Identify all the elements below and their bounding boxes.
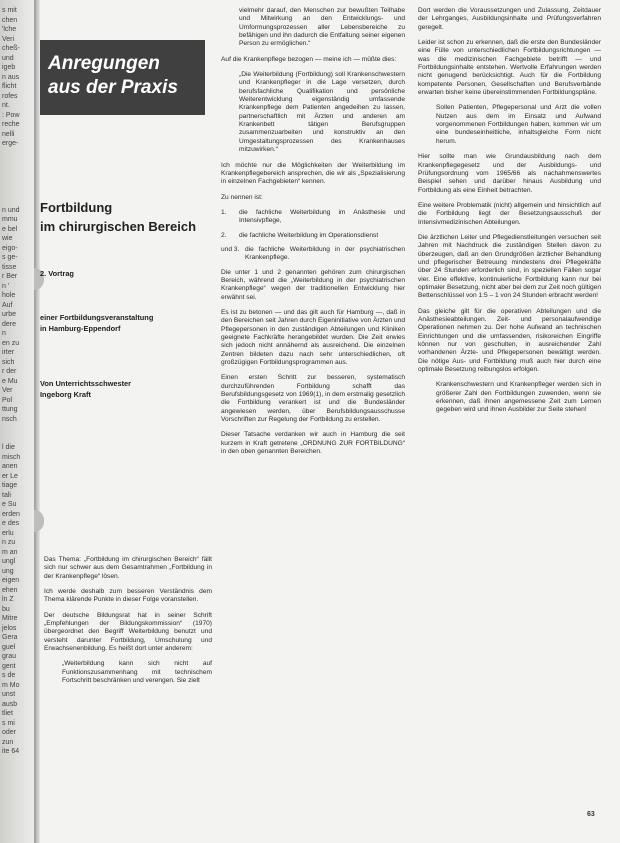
gutter-line: ite 64 (2, 748, 20, 755)
gutter-line: n ' (2, 282, 10, 290)
gutter-line: bu (2, 605, 10, 613)
list-item: 1. die fachliche Weiterbildung im Anästhesie und Intensivpflege, (221, 208, 405, 225)
paragraph: Zu nennen ist: (221, 193, 263, 201)
gutter-line: tliet (2, 710, 13, 717)
gutter-line: igeb (2, 64, 16, 71)
gutter-line (2, 149, 34, 159)
paragraph: Eine weitere Problematik (nicht) allgemein und hinsichtlich auf die Fortbildung liegt der Besetzungsausschuß der Intensivmedizinischen Abteilungen. (418, 201, 601, 226)
gutter-line (2, 177, 34, 187)
gutter-line: ung (2, 567, 14, 575)
gutter-line: hole (2, 292, 16, 299)
paragraph: Einen ersten Schritt zur besseren, systematisch durchzuführenden Fortbildung schafft das Berufsbildungsgesetz von 1969(1), in dem erstmalig gesetzlich die Fortbildung verankert ist und die Bundesländer angewiesen werden, über Berufsbildungsausschusse Vorschriften zur Regelung der Fortbildung zu erstellen. (221, 374, 405, 424)
author-line1: Von Unterrichtsschwester (40, 379, 132, 388)
quote: „Die Weiterbildung (Fortbildung) soll Krankenschwestern und Krankenpfleger in die Lage versetzen, durch berufsfachliche Qualifikation und persönliche Weiterentwicklung eigenständig umfassende Krankenpflege dem Patienten angedeihen zu lassen, partnerschaftlich mit Ärzten und anderen am Krankenbett tätigen Berufsgruppen zusammenzuarbeiten und konstruktiv an den Umgestaltungsprozessen des Krankenhauses mitzuwirken.“ (239, 71, 405, 154)
gutter-line: erlu (2, 529, 14, 537)
gutter-line: r Ber (2, 273, 18, 280)
gutter-line: zun (2, 738, 14, 746)
gutter-line: sich (2, 358, 15, 366)
gutter-line: chen (2, 16, 18, 24)
gutter-line: jelos (2, 624, 17, 632)
gutter-line: Pol (2, 396, 13, 404)
gutter-line: e des (2, 520, 20, 527)
gutter-line: misch (2, 453, 21, 461)
gutter-line: unst (2, 691, 16, 698)
gutter-line: cheß- (2, 45, 20, 52)
paragraph: Dort werden die Voraussetzungen und Zulassung, Zeitdauer der Lehrganges, Ausbildungsinhalte und Prüfungsverfahren geregelt. (418, 7, 601, 31)
gutter-line: s de (2, 672, 16, 679)
lecture-number: 2. Vortrag (40, 269, 74, 278)
quote: „Weiterbildung kann sich nicht auf Funktionszusammenhang mit technischem Fortschritt beschränken und verengen. Sie zielt (62, 660, 212, 685)
gutter-line: tiage (2, 482, 18, 489)
gutter-line: anen (2, 463, 18, 470)
gutter-line: : Pow (2, 111, 20, 119)
gutter-line: e bel (2, 225, 18, 233)
previous-page-text (2, 6, 34, 757)
right-column-text (418, 7, 601, 422)
article-title-line2: im chirurgischen Bereich (40, 219, 197, 234)
gutter-line: urbe (2, 311, 17, 318)
paragraph: Ich möchte nur die Möglichkeiten der Weiterbildung im Krankenpflegebereich ansprechen, die wir als „Spezialisierung in einzelnen Fachgebieten“ kennen. (221, 161, 405, 186)
gutter-line (2, 434, 34, 444)
paragraph: Leider ist schon zu erkennen, daß die erste den Bundesländer eine Fülle von unterschiedlichen Fortbildungsrichtungen — was die medizinischen Fachgebiete betrifft — und Fortbildungsinhalte entstehen. Wertvolle Erfahrungen werden nicht genugend berücksichtigt. Auch für die Fortbildung kompetente Personen, Gesellschaften und Berufsverbände erwarten bisher keine übereinstimmenden Fortbildungspläne. (418, 39, 601, 97)
gutter-line: s ge- (2, 254, 18, 261)
gutter-line: mmu (2, 216, 18, 223)
indented-paragraph: Krankenschwestern und Krankenpfleger werden sich in größerer Zahl den Fortbildungen zuwenden, wenn sie erkennen, daß ihnen angemessene Zeit zum Lernen gegeben wird und ihnen Ausbilder zur Seite stehen! (436, 381, 601, 414)
gutter-line (2, 168, 34, 178)
gutter-line: n (2, 330, 6, 337)
section-banner-title: Anregungen aus der Praxis (48, 53, 178, 98)
gutter-line: l die (2, 444, 15, 451)
paragraph: Auf die Krankenpflege bezogen — meine ich — müßte dies: (221, 55, 397, 63)
gutter-line: grau (2, 653, 17, 660)
list-item: und 3. die fachliche Weiterbildung in der psychiatrischen Krankenpflege. (221, 245, 405, 262)
previous-page-gutter (0, 0, 34, 843)
gutter-line: e Su (2, 501, 17, 508)
gutter-line: ehen (2, 586, 18, 594)
gutter-line: rofes (2, 92, 18, 100)
gutter-line: guel (2, 643, 16, 651)
event-line1: einer Fortbildungsveranstaltung (40, 313, 154, 322)
gutter-line: erge- (2, 140, 19, 147)
gutter-line: oder (2, 729, 17, 736)
gutter-line: en zu (2, 339, 20, 347)
gutter-line: dere (2, 320, 17, 328)
paragraph: Der deutsche Bildungsrat hat in seiner Schrift „Empfehlungen der Bildungskommission“ (1970) übergeordnet den Begriff Weiterbildung benutzt und versteht darunter Fortbildung, Umschulung und Erwachsenenbildung. Es heißt dort unter anderem: (44, 611, 212, 653)
gutter-line (2, 158, 34, 168)
gutter-line: er Le (2, 472, 18, 480)
gutter-line: e Mu (2, 377, 18, 385)
gutter-line: r der (2, 368, 17, 375)
gutter-line: ttung (2, 406, 18, 413)
quote-continued: vielmehr darauf, den Menschen zur bewußten Teilhabe und Mitwirkung an den Entwicklungs- und Umformungsprozessen aller Lebensbereiche zu befähigen und ihn dadurch die Entfaltung seiner eigenen Person zu ermöglichen.“ (239, 7, 405, 48)
paragraph: Die ärztlichen Leiter und Pflegedienstleitungen versuchen seit Jahren mit Nachdruck die zuständigen Stellen davon zu überzeugen, daß an den Grundgrößen ärztlicher Behandlung und pflegerischer Betreuung mindestens drei Pflegekräfte über 24 Stunden erforderlich sind, in speziellen Fällen sogar vier. Eine effektive, kontinuierliche Fortbildung kann nur bei optimaler Besetzung, nicht aber bei dem zur Zeit noch gültigen Bettenschlüssel von 1:5 – 1 von 24 Stunden erbracht werden! (418, 233, 601, 300)
gutter-line (2, 424, 34, 434)
gutter-line: ln Z (2, 596, 14, 603)
punch-hole (34, 510, 44, 532)
gutter-line: n aus (2, 73, 20, 81)
gutter-line: Auf (2, 301, 13, 309)
gutter-line: irter (2, 349, 15, 356)
gutter-line: m an (2, 548, 18, 556)
list-item: 2. die fachliche Weiterbildung im Operationsdienst (221, 231, 379, 239)
gutter-line: eigo- (2, 244, 18, 252)
indented-paragraph: Sollen Patienten, Pflegepersonal und Arzt die vollen Nutzen aus dem im Einsatz und Aufwand vorgenommenen Fortbildungen haben, kommen wir um eine bundeseinheitliche, inhaltsgleiche Form nicht herum. (436, 104, 601, 145)
gutter-line: nt. (2, 102, 10, 109)
gutter-line (2, 196, 34, 206)
gutter-line: 'lche (2, 26, 17, 33)
gutter-line: flicht (2, 83, 17, 90)
article-title-line1: Fortbildung (40, 200, 113, 215)
gutter-line: wie (2, 235, 13, 242)
paragraph: Die unter 1 und 2 genannten gehören zum chirurgischen Bereich, während die „Weiterbildung in der psychiatrischen Krankenpflege“ wegen der traditionellen Entwicklung hier erwähnt sei. (221, 268, 405, 301)
page-number: 63 (587, 811, 595, 818)
gutter-line: nelli (2, 130, 15, 138)
paragraph: Hier sollte man wie Grundausbildung nach dem Krankenpflegegesetz und der Ausbildungs- und Prüfungsordnung vom 1965/66 als nachahmenswertes Beispiel sehen und darüber hinaus Ausbildung und Fortbildung als eine Einheit betrachten. (418, 153, 601, 194)
gutter-line: s mi (2, 719, 15, 727)
event-line2: in Hamburg-Eppendorf (40, 324, 121, 333)
gutter-line: ungl (2, 558, 16, 565)
gutter-line: eigen (2, 577, 20, 584)
gutter-line: m Mo (2, 681, 20, 689)
gutter-line: gent (2, 662, 16, 670)
middle-column-text (221, 7, 405, 463)
paragraph: Dieser Tatsache verdanken wir auch in Hamburg die seit kurzem in Kraft getretene „ORDNUNG ZUR FORTBILDUNG“ in den oben genannten Bereichen. (221, 431, 405, 456)
gutter-line: Gera (2, 634, 18, 641)
gutter-line: erden (2, 510, 20, 518)
gutter-line: Mitre (2, 615, 18, 622)
left-column-text (44, 556, 212, 692)
page-fold (34, 0, 40, 843)
gutter-line: s mit (2, 7, 17, 14)
author-line2: Ingeborg Kraft (40, 390, 91, 399)
gutter-line: n zu (2, 539, 16, 546)
gutter-line: nsch (2, 415, 17, 423)
paragraph: Das gleiche gilt für die operativen Abteilungen und die Anästhesieabteilungen. Zeit- und personalaufwendige Operationen nehmen zu. Der hohe Aufwand an technischen Einrichtungen und die umfassenden, risikoreichen Eingriffe können nur von geschulten, in ausreichender Zahl vorhandenen Ärzte- und Pflegepersonen bewältigt werden. Die nötige Aus- und Fortbildung muß auch hier durch eine optimale Besetzung reibungslos erfolgen. (418, 307, 601, 374)
gutter-line (2, 187, 34, 197)
paragraph: Ich werde deshalb zum besseren Verständnis dem Thema klärende Punkte in dieser Folge voranstellen. (44, 588, 212, 604)
gutter-line: Ver (2, 387, 13, 394)
gutter-line: tisse (2, 263, 17, 271)
gutter-line: tali (2, 491, 11, 499)
gutter-line: reche (2, 121, 20, 128)
gutter-line: und (2, 54, 14, 62)
paragraph: Es ist zu betonen — und das gilt auch für Hamburg —, daß in den Bereichen seit Jahren durch Eigeninitiative von Ärzten und Pflegepersonen in den zuständigen Abteilungen und Kliniken geeignete Fachkräfte herangebildet wurden. Die Zeit erwies sich jedoch nicht annähernd als ausreichend. Die einzelnen Zentren bildeten dazu nach sehr unterschiedlichen, oft großzügigen Fortbildungsprogrammen aus. (221, 308, 405, 367)
gutter-line: n und (2, 206, 20, 214)
intro-note: Das Thema: „Fortbildung im chirurgischen Bereich“ fällt sich nur schwer aus dem Gesamtrahmen „Fortbildung in der Krankenpflege“ lösen. (44, 556, 212, 580)
gutter-line: Veri (2, 35, 15, 43)
gutter-line: ausb (2, 700, 18, 708)
